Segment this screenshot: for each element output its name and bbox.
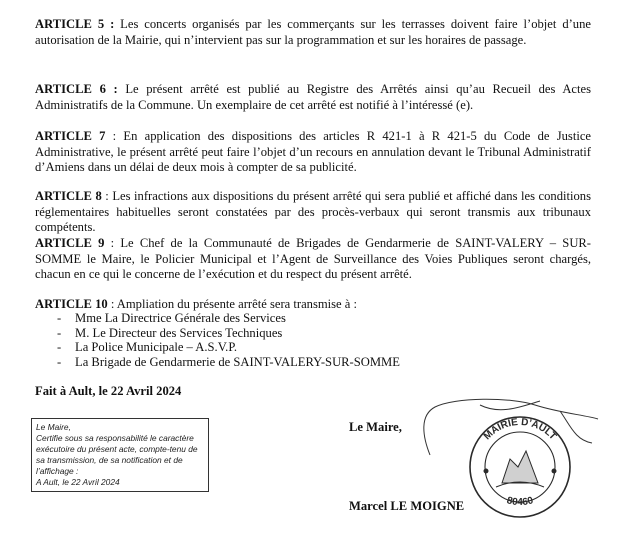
certification-date: A Ault, le 22 Avril 2024 [36,477,120,487]
article-9 [35,236,591,283]
list-item [35,340,400,355]
article-6 [35,82,591,113]
certification-box [31,418,209,492]
list-item-text: La Brigade de Gendarmerie de SAINT-VALERY-SUR-SOMME [75,354,400,369]
article-8-label: ARTICLE 8 [35,189,102,203]
list-item [35,311,400,326]
article-9-label: ARTICLE 9 [35,236,105,250]
article-5-label: ARTICLE 5 : [35,17,115,31]
list-item-text: M. Le Directeur des Services Techniques [75,325,283,340]
article-10-text: : Ampliation du présente arrêté sera transmise à : [107,297,358,311]
list-item [35,326,400,341]
list-dash: - [57,340,62,355]
article-8 [35,189,591,236]
article-7-label: ARTICLE 7 [35,129,106,143]
article-7 [35,129,591,176]
article-7-text: : En application des dispositions des articles R 421-1 à R 421-5 du Code de Justice Administrative, le présent arrêté peut faire l’objet d’un recours en annulation devant le Tribunal Administratif d’Amiens dans un délai de deux mois à compter de sa publicité. [35,129,591,175]
article-5 [35,17,591,48]
list-item-text: Mme La Directrice Générale des Services [75,311,286,325]
stamp-top-text: MAIRIE D’AULT [481,416,559,443]
certification-text: Certifie sous sa responsabilité le caractère exécutoire du présent acte, compte-tenu de sa transmission, de sa notification et de l’affichage : [36,433,198,476]
article-10-label: ARTICLE 10 [35,297,108,311]
list-item-text: La Police Municipale – A.S.V.P. [75,340,238,355]
signed-place-date: Fait à Ault, le 22 Avril 2024 [35,384,182,398]
distribution-list [35,311,400,369]
certification-heading: Le Maire, [36,422,71,432]
signatory-name: Marcel LE MOIGNE [349,499,465,513]
list-dash: - [57,311,62,325]
article-9-text: : Le Chef de la Communauté de Brigades de Gendarmerie de SAINT-VALERY – SUR-SOMME le Maire, le Policier Municipal et l’Agent de Surveillance des Voies Publiques seront chargés, chacun en ce qui le concerne de l’exécution et du respect du présent arrêté. [35,236,592,282]
article-8-text: : Les infractions aux dispositions du présent arrêté qui sera publié et affiché dans les conditions réglementaires habituelles seront constatées par des procès-verbaux qui seront transmis aux tribunaux compétents. [35,189,591,235]
article-6-text: Le présent arrêté est publié au Registre des Arrêtés ainsi qu’au Recueil des Actes Administratifs de la Commune. Un exemplaire de cet arrêté est notifié à l’intéressé (e). [35,82,591,112]
list-item [35,355,400,370]
list-dash: - [57,325,62,340]
list-dash: - [57,354,62,369]
article-6-label: ARTICLE 6 : [35,82,118,96]
stamp-postcode: 80460 [505,495,535,509]
signatory-title: Le Maire, [349,420,402,434]
article-5-text: Les concerts organisés par les commerçants sur les terrasses doivent faire l’objet d’une autorisation de la Mairie, qui n’intervient pas sur la programmation et sur les horaires de passage. [35,17,591,47]
